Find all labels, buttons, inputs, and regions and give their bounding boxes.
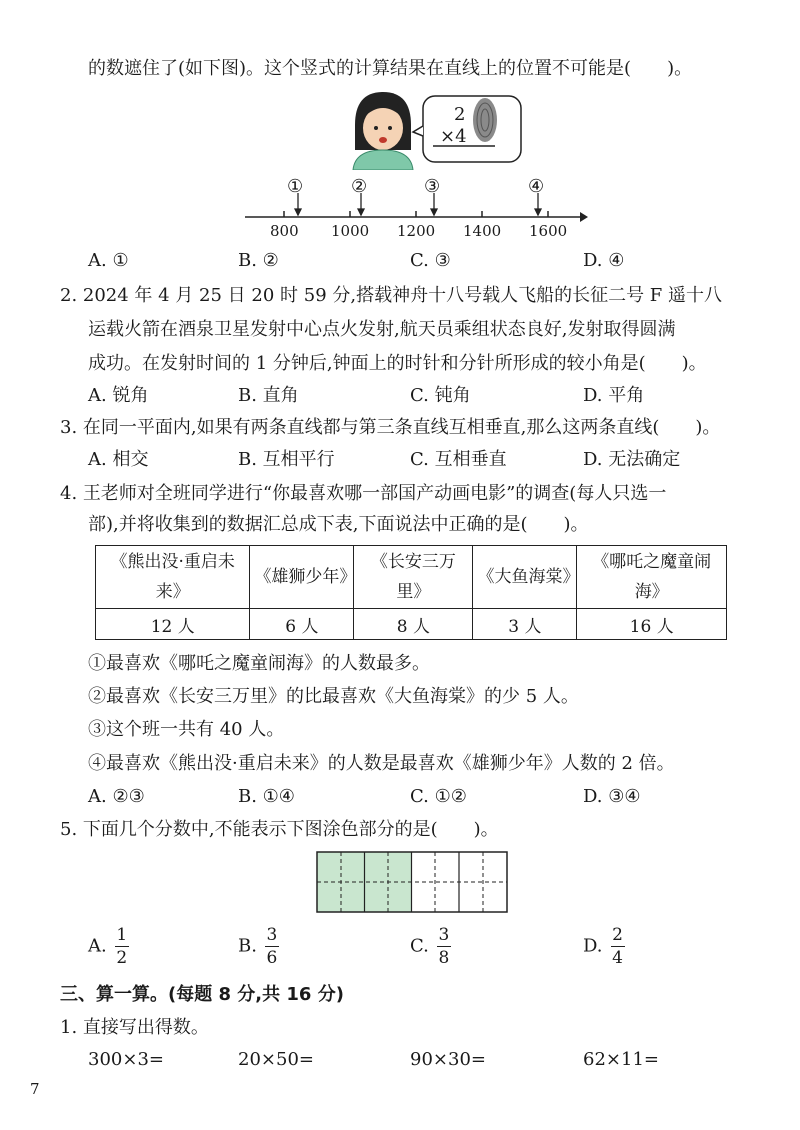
q3-option-c[interactable]: C. 互相垂直 (410, 449, 507, 470)
q2-option-c[interactable]: C. 钝角 (410, 385, 471, 406)
marker-1: ① (287, 176, 304, 197)
q5-option-c-label: C. (410, 935, 429, 957)
q4-line-1: 4. 王老师对全班同学进行“你最喜欢哪一部国产动画电影”的调查(每人只选一 (60, 483, 667, 504)
marker-2: ② (351, 176, 368, 197)
tick-label-1200: 1200 (397, 222, 436, 240)
q2-line-1: 2. 2024 年 4 月 25 日 20 时 59 分,搭载神舟十八号载人飞船的长征二号 F 遥十八 (60, 285, 723, 306)
table-value-cell: 6 人 (250, 609, 354, 640)
table-value-cell: 3 人 (473, 609, 577, 640)
tick-label-1400: 1400 (463, 222, 502, 240)
q2-option-d[interactable]: D. 平角 (583, 385, 645, 406)
shaded-grid (316, 851, 508, 913)
tick-label-800: 800 (270, 222, 299, 240)
q4-statement-2: ②最喜欢《长安三万里》的比最喜欢《大鱼海棠》的少 5 人。 (88, 686, 579, 707)
page-number: 7 (30, 1080, 40, 1098)
calc-top-digit: 2 (454, 104, 466, 125)
q5-option-d[interactable] (583, 925, 625, 968)
fraction-b (265, 925, 279, 968)
calc-expr-4[interactable]: 62×11= (583, 1049, 659, 1070)
q3-option-b[interactable]: B. 互相平行 (238, 449, 335, 470)
q4-option-d[interactable]: D. ③④ (583, 786, 641, 807)
numerator: 1 (116, 925, 128, 945)
q4-option-a[interactable]: A. ②③ (88, 786, 145, 807)
table-value-cell: 8 人 (354, 609, 473, 640)
q5-option-d-label: D. (583, 935, 603, 957)
calc-expr-1[interactable]: 300×3= (88, 1049, 164, 1070)
q5-option-c[interactable] (410, 925, 451, 968)
table-value-cell: 16 人 (577, 609, 727, 640)
q3-line: 3. 在同一平面内,如果有两条直线都与第三条直线互相垂直,那么这两条直线( )。 (60, 417, 721, 438)
denominator: 8 (438, 948, 450, 968)
q5-option-a[interactable] (88, 925, 129, 968)
table-header-cell: 《雄狮少年》 (250, 546, 354, 609)
tick-label-1000: 1000 (331, 222, 370, 240)
denominator: 2 (116, 948, 128, 968)
q1-option-c[interactable]: C. ③ (410, 250, 451, 271)
q4-option-c[interactable]: C. ①② (410, 786, 467, 807)
section-3-title: 三、算一算。(每题 8 分,共 16 分) (60, 984, 344, 1005)
tick-label-1600: 1600 (529, 222, 568, 240)
table-header-cell: 《长安三万里》 (354, 546, 473, 609)
q2-line-2: 运载火箭在酒泉卫星发射中心点火发射,航天员乘组状态良好,发射取得圆满 (88, 319, 676, 340)
q1-option-d[interactable]: D. ④ (583, 250, 625, 271)
marker-3: ③ (424, 176, 441, 197)
numerator: 3 (438, 925, 450, 945)
fraction-a (115, 925, 129, 968)
section-3-sub1: 1. 直接写出得数。 (60, 1017, 209, 1038)
q3-option-d[interactable]: D. 无法确定 (583, 449, 681, 470)
girl-illustration (345, 90, 525, 170)
q2-line-3: 成功。在发射时间的 1 分钟后,钟面上的时针和分针所形成的较小角是( )。 (88, 353, 707, 374)
q1-option-b[interactable]: B. ② (238, 250, 279, 271)
q5-option-a-label: A. (88, 935, 107, 957)
calc-expr-3[interactable]: 90×30= (410, 1049, 486, 1070)
table-header-cell: 《哪吒之魔童闹海》 (577, 546, 727, 609)
numerator: 2 (612, 925, 623, 945)
survey-table (95, 545, 727, 640)
q2-option-a[interactable]: A. 锐角 (88, 385, 149, 406)
q5-line: 5. 下面几个分数中,不能表示下图涂色部分的是( )。 (60, 819, 499, 840)
q4-option-b[interactable]: B. ①④ (238, 786, 295, 807)
fraction-d (611, 925, 625, 968)
table-header-cell: 《熊出没·重启未来》 (96, 546, 250, 609)
q4-statement-3: ③这个班一共有 40 人。 (88, 719, 285, 740)
marker-4: ④ (528, 176, 545, 197)
q4-statement-4: ④最喜欢《熊出没·重启未来》的人数是最喜欢《雄狮少年》人数的 2 倍。 (88, 753, 675, 774)
q2-option-b[interactable]: B. 直角 (238, 385, 299, 406)
q1-stem-tail: 的数遮住了(如下图)。这个竖式的计算结果在直线上的位置不可能是( )。 (88, 58, 693, 79)
calc-expr-2[interactable]: 20×50= (238, 1049, 314, 1070)
fraction-c (437, 925, 451, 968)
q4-statement-1: ①最喜欢《哪吒之魔童闹海》的人数最多。 (88, 653, 430, 674)
q4-line-2: 部),并将收集到的数据汇总成下表,下面说法中正确的是( )。 (88, 514, 589, 535)
q5-option-b[interactable] (238, 925, 279, 968)
table-header-cell: 《大鱼海棠》 (473, 546, 577, 609)
denominator: 4 (612, 948, 623, 968)
table-value-cell: 12 人 (96, 609, 250, 640)
calc-multiplier: ×4 (440, 126, 467, 147)
q5-option-b-label: B. (238, 935, 257, 957)
numerator: 3 (266, 925, 278, 945)
q1-option-a[interactable]: A. ① (88, 250, 129, 271)
denominator: 6 (266, 948, 278, 968)
q3-option-a[interactable]: A. 相交 (88, 449, 149, 470)
